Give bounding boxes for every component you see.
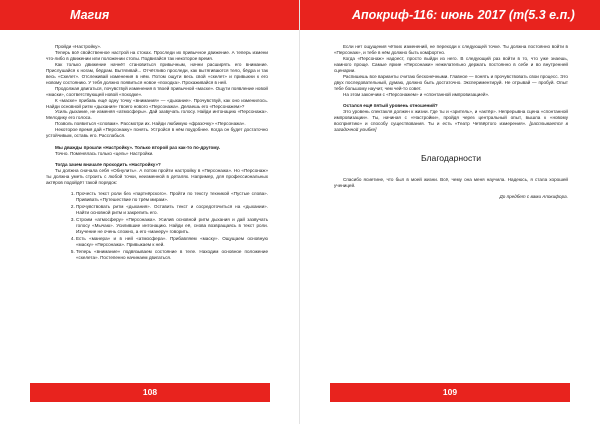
thanks-paragraph: Спасибо ясиетине, что был в моей жизни. Всё, чему она меня научила. Надеюсь, я стала хорошей ученицей. [334, 176, 568, 188]
question-heading: Остался ещё пятый уровень отношений? [343, 103, 438, 109]
left-page-body [46, 44, 268, 262]
right-page-number: 109 [330, 383, 570, 402]
paragraph: Позволь появиться «словам». Рассмотри их. Найди любимую «фразочку» «Персонажа». [55, 121, 246, 127]
paragraph: На этом закончим с «Персонажем» и «спонтанной импровизацией». [343, 91, 490, 97]
question-heading: Тогда зачем вначале проходить «Настройку»? [55, 162, 161, 168]
list-item: 5. Теперь «внимание» подвязываем состояние в теле. Находим основное положение «скелета». Постепенно начинаем двигаться. [76, 249, 268, 261]
steps-list [46, 191, 268, 260]
answer [334, 109, 568, 133]
right-page [300, 0, 600, 424]
paragraph: Усиль дыхание, не изменяя «атмосферы». Дай зазвучать голосу. Найди интонацию «Персонажа». Мелодику его голоса. [46, 109, 268, 121]
question-heading: Мы дважды прошли «Настройку». Только второй раз как-то по-другому. [55, 144, 220, 150]
paragraph: К «маске» прибавь ещё одну точку «внимания» — «дыхание». Прочувствуй, как оно изменилось. Найди основной ритм «дыхания» твоего нового «Персонажа». Делаешь его «Персонажем»? [46, 97, 268, 109]
list-item: 4. Есть «манера» и в ней «атмосфера». Прибавляем «маску». Ощущаем основную «маску» «Персонажа». Привыкаем к ней. [76, 236, 268, 248]
paragraph: Теперь всё свойственное настрой на стоках. Проследи их привычное движение. А теперь измени что-либо в движении или положении стопы. Подвигайся так некоторое время. [46, 49, 268, 61]
paragraph: Распишешь все варианты считаю бесконечными. Главное — понять и прочувствовать свои процесс. Это двух последовательный, думаю, должно быть достаточно. Экспериментируй. Не отрывай — пробуй. Опыт тебе большому научит, чем чей-то совет. [334, 73, 568, 91]
right-page-header: Апокриф-116: июнь 2017 (т(5.3 е.п.) [300, 0, 600, 30]
list-item: 3. Строим «атмосферу» «Персонажа». Усилив основной ритм дыхания и дай зазвучать голосу «Мычаю». Усилившие интонацию. Найди её, снова возвращаясь в текст роли. Изучение не очень сложно, а его «манеру» говорить. [76, 217, 268, 235]
right-page-body [334, 44, 568, 200]
paragraph: Если нет ощущения чётких изменений, не переходи к следующей точке. Ты должна постоянно войти в «Персонаж», и тебе в нём должно быть комфортно. [334, 44, 568, 55]
paragraph: Когда «Персонаж» надоест, просто выйди из него. В следующий раз войти в то, что уже знаешь, намного проще. Самые яркие «Персонажи» нежелательно держать постоянно в себе и во внутренней сценарии. [334, 55, 568, 73]
paragraph: Пройди «Настройку». [55, 44, 102, 49]
paragraph: Продолжая двигаться, почувствуй изменения в твоей привычной «маске». Ощути появление новой «маски», соответствующей новой «походке». [46, 85, 268, 97]
paragraph: Как только движение начнёт становиться привычным, начни расширять его внимание. Прислушайся к ногам, бёдрам. Вытягивай... Отчётливо проследи, как вытягиваются тело, бёдра и так весь «Скелет». Отслеживай изменения в нём. Потом ощути весь свой «скелет» и привыкни к его новому состоянию. У тебя должно появиться новое «походка». Прохаживайся в ней. [46, 61, 268, 85]
signature: До предбет с вами Апокифора. [499, 194, 568, 200]
answer-note: [расплывается в загадочной улыбке] [334, 121, 568, 132]
list-item: 2. Прочувствовать ритм «дыхания». Оставить текст и сосредоточиться на «дыхании». Найти основной ритм и закрепить его. [76, 204, 268, 216]
section-title: Благодарности [420, 152, 481, 163]
answer: Точно. Поменялась только «цель» Настройки. [55, 150, 154, 156]
answer-text: Это уровень спектакля должен к жизни. Где ты и «зритель», и «актёр». Непрерывна сцена «спонтанной импровизации». Ты, начиная с «Настройки», пройдя через центральный опыт, вышла к «новому восприятию» и способу существования. Ты и есть «Театр Четвёртого измерения». [334, 109, 568, 127]
answer: Ты должна сначала себя «Обнулить». А потом пройти настройку в «Персонажа». Но «Персонаж» ты должна уметь строить с любой точки, неизменной в деталях. Например, для профессиональных актёров подойдёт такой порядок: [46, 168, 268, 186]
list-item: 1. Прочесть текст роли без «партнёрского». Пройти по тексту техникой «Пустые слова». Прививать «Путешествие по трём мирам». [76, 191, 268, 203]
left-page-number: 108 [30, 383, 270, 402]
paragraph: Некоторое время дай «Персонажу» понять. Устройся в нём поудобнее. Когда он будет достаточно устойчивым, оставь его. Расслабься. [46, 127, 268, 139]
left-page-header: Магия [0, 0, 300, 30]
